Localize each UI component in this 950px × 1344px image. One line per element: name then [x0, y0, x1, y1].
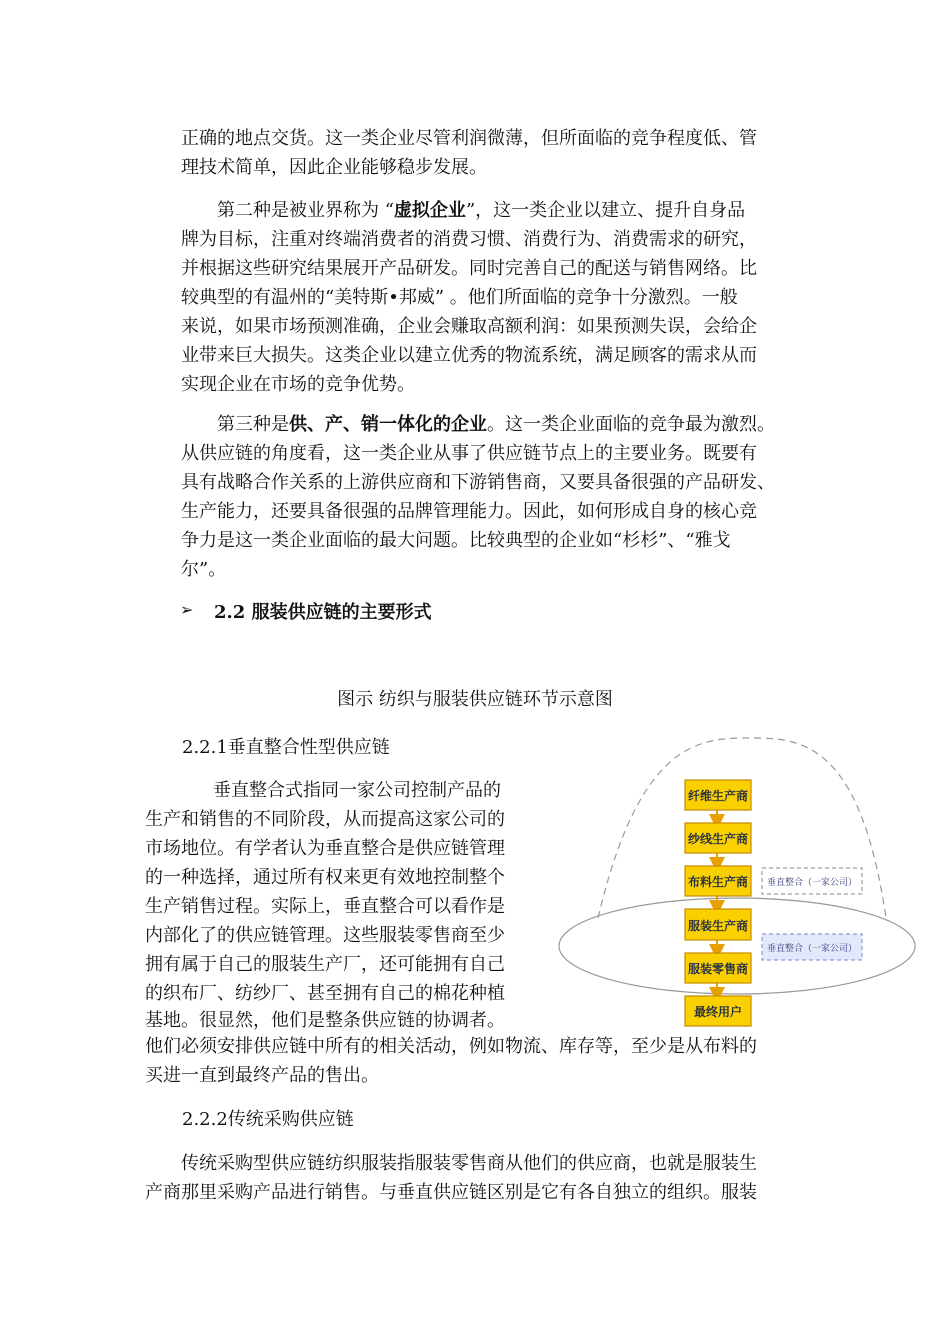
box-label: 纤维生产商: [687, 789, 749, 803]
box-end-user: [685, 996, 751, 1026]
paragraph-line: 尔”。: [181, 559, 227, 580]
box-label: 服装生产商: [687, 919, 749, 933]
paragraph-line: 争力是这一类企业面临的最大问题。比较典型的企业如“杉杉”、“雅戈: [181, 530, 731, 551]
paragraph-line: 业带来巨大损失。这类企业以建立优秀的物流系统，满足顾客的需求从而: [181, 345, 757, 366]
paragraph-line: 的织布厂、纺纱厂、甚至拥有自己的棉花种植: [145, 983, 505, 1004]
figure-caption: 图示 纺织与服装供应链环节示意图: [337, 689, 613, 710]
paragraph-line: 理技术简单，因此企业能够稳步发展。: [181, 157, 487, 178]
paragraph-line: 的一种选择，通过所有权来更有效地控制整个: [145, 867, 505, 888]
text-span: ”，这一类企业以建立、提升自身品: [465, 200, 746, 221]
paragraph-line: 基地。很显然，他们是整条供应链的协调者。: [145, 1010, 505, 1031]
paragraph-line: 来说，如果市场预测准确，企业会赚取高额利润：如果预测失误，会给企: [181, 316, 757, 337]
paragraph-line: 较典型的有温州的“美特斯•邦威” 。他们所面临的竞争十分激烈。一般: [181, 287, 738, 308]
bold-term-integrated-enterprise: 供、产、销一体化的企业: [289, 414, 487, 435]
text-span: 第二种是被业界称为 “: [217, 200, 394, 221]
paragraph-line: 市场地位。有学者认为垂直整合是供应链管理: [145, 838, 505, 859]
paragraph-line: 从供应链的角度看，这一类企业从事了供应链节点上的主要业务。既要有: [181, 443, 757, 464]
text-span: 。这一类企业面临的竞争最为激烈。: [487, 414, 775, 435]
vertical-integration-label-1: [762, 868, 862, 894]
vi-label-text: 垂直整合（一家公司）: [766, 944, 858, 954]
section-heading: 2.2 服装供应链的主要形式: [214, 602, 432, 623]
box-apparel-retailer: [685, 953, 751, 983]
subsection-heading: 2.2.2传统采购供应链: [182, 1109, 354, 1130]
paragraph-line: 牌为目标，注重对终端消费者的消费习惯、消费行为、消费需求的研究，: [181, 229, 757, 250]
vi-label-text: 垂直整合（一家公司）: [766, 878, 858, 888]
paragraph-line: 生产销售过程。实际上，垂直整合可以看作是: [145, 896, 505, 917]
paragraph-line: 买进一直到最终产品的售出。: [145, 1065, 379, 1086]
arrow-bullet-icon: ➢: [180, 600, 194, 619]
box-apparel-producer: [685, 909, 751, 940]
box-fabric-producer: [685, 866, 751, 896]
box-label: 纱线生产商: [687, 832, 749, 846]
box-yarn-producer: [685, 823, 751, 853]
paragraph-line: 具有战略合作关系的上游供应商和下游销售商，又要具备很强的产品研发、: [181, 472, 775, 493]
text-span: 第三种是: [217, 414, 289, 435]
paragraph-line: 并根据这些研究结果展开产品研发。同时完善自己的配送与销售网络。比: [181, 258, 757, 279]
vertical-integration-label-2: [762, 934, 862, 960]
box-fiber-producer: [685, 780, 751, 810]
subsection-heading: 2.2.1垂直整合性型供应链: [182, 737, 390, 758]
paragraph-line: 垂直整合式指同一家公司控制产品的: [213, 780, 501, 801]
paragraph-line: 产商那里采购产品进行销售。与垂直供应链区别是它有各自独立的组织。服装: [145, 1182, 757, 1203]
bold-term-virtual-enterprise: 虚拟企业: [393, 200, 466, 221]
paragraph-line: 传统采购型供应链纺织服装指服装零售商从他们的供应商，也就是服装生: [181, 1153, 757, 1174]
paragraph-line: 实现企业在市场的竞争优势。: [181, 374, 415, 395]
box-label: 最终用户: [693, 1005, 743, 1019]
box-label: 服装零售商: [687, 962, 749, 976]
paragraph-line: 正确的地点交货。这一类企业尽管利润微薄，但所面临的竞争程度低、管: [181, 128, 757, 149]
paragraph-line: 生产和销售的不同阶段，从而提高这家公司的: [145, 809, 505, 830]
paragraph-line: 他们必须安排供应链中所有的相关活动，例如物流、库存等，至少是从布料的: [145, 1036, 757, 1057]
box-label: 布料生产商: [687, 875, 749, 889]
paragraph-line: 内部化了的供应链管理。这些服装零售商至少: [145, 925, 505, 946]
paragraph-line: 拥有属于自己的服装生产厂，还可能拥有自己: [145, 954, 505, 975]
paragraph-line: 生产能力，还要具备很强的品牌管理能力。因此，如何形成自身的核心竞: [181, 501, 757, 522]
